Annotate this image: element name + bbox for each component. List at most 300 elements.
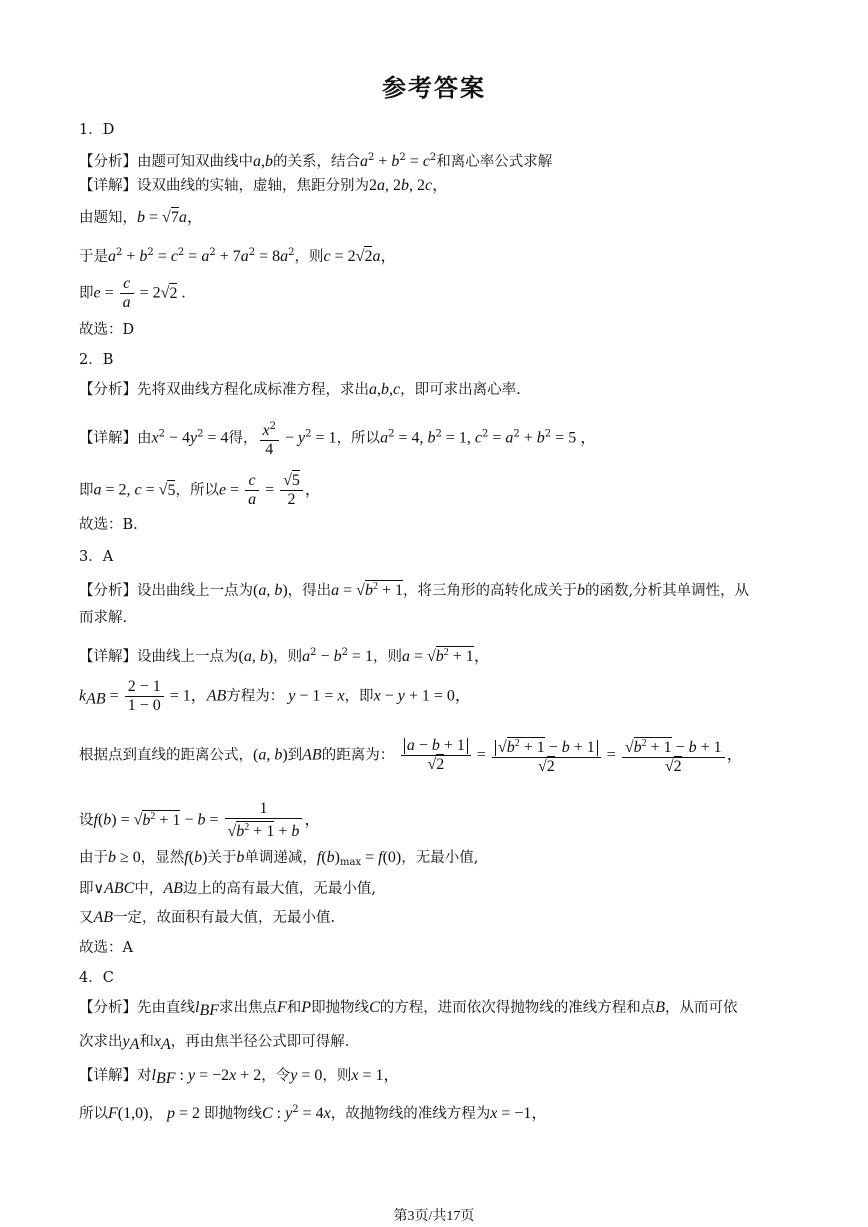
- math-fragment: (: [253, 746, 259, 764]
- math-fragment: a: [369, 381, 377, 398]
- math-fragment: 2: [177, 247, 185, 258]
- q3-triangle: [79, 879, 376, 899]
- math-fragment: 2: [209, 247, 216, 258]
- math-fragment: a: [201, 248, 210, 265]
- math-fragment: ,: [389, 381, 393, 398]
- math: a: [253, 153, 261, 170]
- math-fragment: + 7: [215, 248, 241, 265]
- text: 即抛物线: [203, 1106, 262, 1122]
- math-fragment: b: [194, 849, 203, 866]
- text: 的关系，结合: [273, 154, 360, 170]
- math-fragment: $b^2 + 1$: [633, 738, 672, 756]
- math-fragment: C: [369, 999, 380, 1016]
- math-fragment: b: [103, 811, 112, 829]
- math-fragment: ，: [432, 177, 449, 194]
- math-fragment: [125, 678, 164, 715]
- math-fragment: y: [397, 687, 405, 705]
- math-fragment: = 1，: [165, 687, 207, 705]
- q4-number: 4．C: [79, 970, 114, 986]
- analysis-label: 【分析】: [79, 154, 137, 170]
- math-fragment: √5: [280, 472, 303, 491]
- math-fragment: AB: [163, 880, 183, 897]
- q3-monotonic: [79, 848, 478, 873]
- math-fragment: e: [93, 284, 101, 302]
- math-fragment: c: [425, 177, 433, 194]
- math-fragment: A: [129, 1036, 140, 1053]
- math-fragment: 2: [546, 758, 555, 775]
- text: 由题可知双曲线中: [137, 154, 253, 170]
- math-fragment: b: [333, 648, 342, 665]
- q4-last: [79, 1100, 547, 1124]
- text: 由题知，: [79, 210, 137, 226]
- math-fragment: b: [435, 648, 444, 665]
- math-fragment: 2: [292, 1104, 299, 1115]
- math-fragment: ，: [304, 481, 321, 499]
- math-fragment: =: [105, 687, 123, 705]
- math-fragment: √2: [427, 756, 445, 773]
- math-fragment: =: [361, 849, 379, 866]
- math-fragment: b: [291, 823, 300, 840]
- math-fragment: = 4,: [394, 429, 428, 447]
- math-fragment: 2: [147, 247, 154, 258]
- math-fragment: +: [374, 153, 392, 170]
- text: ，即: [344, 688, 374, 705]
- math-fragment: k: [79, 687, 87, 705]
- math-fragment: + 1: [439, 737, 465, 754]
- text: 边上的高有最大值，无最小值,: [182, 881, 376, 897]
- math-fragment: b: [401, 177, 409, 194]
- math-fragment: b: [197, 811, 206, 829]
- math-fragment: b: [577, 582, 585, 599]
- math-fragment: b: [427, 429, 436, 447]
- math-fragment: √: [497, 739, 507, 756]
- text: ，将三角形的高转化成关于: [403, 583, 577, 599]
- math-fragment: = 2√: [135, 284, 170, 302]
- text: 设双曲线的实轴，虚轴，焦距分别为: [137, 178, 369, 194]
- page-footer: 第3页/共17页: [393, 1209, 475, 1224]
- math-fragment: =: [100, 284, 118, 302]
- math-fragment: 2: [305, 428, 312, 440]
- math-fragment: = 4: [203, 429, 229, 447]
- math-fragment: c: [134, 481, 142, 499]
- math-fragment: x: [153, 1033, 161, 1050]
- math-fragment: (1,0): [117, 1105, 149, 1122]
- math-fragment: [622, 735, 725, 758]
- math-fragment: a: [178, 209, 187, 226]
- math-fragment: 2: [429, 152, 437, 163]
- math-fragment: = √: [145, 209, 171, 226]
- math-fragment: = 1: [311, 429, 337, 447]
- math-fragment: b: [391, 153, 400, 170]
- text: ，则: [322, 1068, 352, 1084]
- math-fragment: b: [137, 209, 145, 226]
- analysis-label: 【分析】: [79, 583, 137, 599]
- math-fragment: [622, 735, 725, 776]
- math-fragment: 4: [265, 441, 274, 458]
- math-fragment: (: [253, 582, 259, 599]
- math-fragment: =: [261, 481, 279, 499]
- text: 根据点到直线的距离公式，: [79, 747, 253, 764]
- q3-function: [79, 800, 320, 841]
- detail-label: 【详解】: [79, 1068, 137, 1084]
- math-fragment: 2: [341, 647, 348, 658]
- math-fragment: B: [655, 999, 666, 1016]
- math-fragment: 5: [291, 472, 300, 489]
- math-fragment: $b^2 + 1$: [142, 810, 181, 829]
- math-fragment: a: [93, 481, 102, 499]
- q3-number: 3．A: [79, 549, 114, 565]
- math-fragment: 5: [167, 481, 176, 499]
- math-fragment: − 1 =: [295, 687, 338, 705]
- math-fragment: =: [602, 746, 620, 764]
- math-fragment: −: [281, 429, 299, 447]
- math-fragment: = 2√: [330, 248, 365, 265]
- math-fragment: (: [238, 648, 244, 665]
- math-fragment: = 1: [347, 648, 373, 665]
- math-fragment: a: [302, 648, 311, 665]
- math-fragment: x: [337, 687, 345, 705]
- math-fragment: a: [108, 248, 116, 265]
- math-fragment: (: [97, 811, 104, 829]
- text: 和: [139, 1034, 154, 1050]
- text: 得，: [228, 430, 258, 447]
- math-fragment: e: [218, 481, 227, 499]
- text: 一定，故面积有最大值，无最小值.: [113, 910, 336, 926]
- math-fragment: 2: [481, 428, 489, 440]
- q1-number: 1．D: [79, 122, 115, 138]
- math-fragment: = 0: [297, 1067, 323, 1084]
- math-fragment: b: [633, 739, 642, 756]
- math-fragment: 2: [197, 428, 204, 440]
- q3-analysis-cont: 而求解.: [79, 610, 128, 626]
- math-fragment: 2: [368, 152, 375, 163]
- text: 即∨: [79, 881, 105, 897]
- math-fragment: y: [190, 429, 198, 447]
- text: ，无最小值,: [401, 850, 479, 866]
- text: 先将双曲线方程化成标准方程，求出: [137, 382, 369, 398]
- math-fragment: 2: [443, 647, 449, 658]
- math-fragment: :: [175, 1067, 188, 1084]
- math-fragment: .: [177, 284, 186, 302]
- math-fragment: y: [187, 1067, 196, 1084]
- math-fragment: 2: [369, 177, 377, 194]
- math-fragment: 2: [372, 581, 378, 592]
- math-fragment: [495, 740, 598, 756]
- math-fragment: c: [245, 472, 259, 491]
- math-fragment: = √: [141, 481, 168, 499]
- math-fragment: 2: [244, 822, 250, 833]
- math-fragment: c: [422, 153, 430, 170]
- text: ，即可求出离心率.: [400, 382, 521, 398]
- math-fragment: 2: [435, 428, 442, 440]
- detail-label: 【详解】: [79, 178, 137, 194]
- math-fragment: b: [236, 849, 245, 866]
- math-fragment: c: [323, 248, 331, 265]
- math-fragment: , 2: [409, 177, 425, 194]
- math-fragment: y: [285, 1105, 293, 1122]
- text: 设: [79, 812, 94, 829]
- math-fragment: C: [261, 1105, 273, 1122]
- math-fragment: y: [284, 687, 296, 705]
- math-fragment: 1: [225, 800, 303, 819]
- q3-detail: [79, 643, 490, 667]
- math-fragment: a: [280, 248, 289, 265]
- math-fragment: =: [405, 153, 423, 170]
- math-fragment: c: [393, 381, 401, 398]
- math-fragment: =: [226, 481, 244, 499]
- math-fragment: = √: [339, 582, 365, 599]
- analysis-label: 【分析】: [79, 1000, 137, 1016]
- text: ，得出: [287, 583, 332, 599]
- math-fragment: F: [277, 999, 287, 1016]
- math-fragment: √2: [664, 758, 682, 775]
- math-fragment: 2: [288, 247, 295, 258]
- math-fragment: c: [120, 275, 134, 294]
- math-fragment: 2 − 1: [125, 678, 164, 697]
- math-fragment: = −1，: [497, 1105, 548, 1122]
- math-fragment: a: [122, 294, 131, 311]
- q1-so: [79, 275, 185, 312]
- math-fragment: [245, 472, 259, 509]
- math-fragment: b: [381, 381, 389, 398]
- text: 方程为：: [226, 688, 285, 705]
- math-fragment: (: [321, 849, 327, 866]
- math-fragment: [260, 418, 279, 441]
- text: 由: [137, 430, 152, 447]
- math-fragment: a: [377, 177, 385, 194]
- math-fragment: ): [202, 849, 208, 866]
- math-fragment: ) = √: [111, 811, 143, 829]
- math-fragment: l: [195, 999, 200, 1016]
- math-fragment: max: [340, 857, 362, 868]
- text: ，故抛物线的准线方程为: [330, 1106, 491, 1122]
- math-fragment: 7: [170, 209, 179, 226]
- math-fragment: −: [671, 739, 689, 756]
- q2-analysis: [79, 380, 521, 400]
- text: ，: [148, 1106, 163, 1122]
- math-fragment: x: [373, 687, 381, 705]
- q3-area: [79, 908, 335, 928]
- math-fragment: BF: [155, 1070, 176, 1087]
- q2-number: 2．B: [79, 352, 114, 368]
- math-fragment: [260, 418, 279, 459]
- math-fragment: [225, 819, 303, 841]
- math-fragment: [401, 737, 471, 774]
- math-fragment: a: [331, 582, 340, 599]
- q4-analysis-cont: [79, 1032, 349, 1055]
- math-fragment: +: [122, 248, 140, 265]
- math-fragment: + 1: [696, 739, 722, 756]
- math-fragment: x: [229, 1067, 237, 1084]
- text: ，所以: [336, 430, 381, 447]
- q2-line2: [79, 472, 321, 509]
- text: ，显然: [140, 850, 185, 866]
- math-fragment: b: [326, 849, 335, 866]
- q1-given: [79, 208, 203, 228]
- math-fragment: + 1: [569, 739, 595, 756]
- text: 的距离为：: [321, 747, 395, 764]
- q2-choose: 故选：B.: [79, 517, 138, 533]
- math-fragment: = 5 ，: [551, 429, 597, 447]
- math-fragment: f: [93, 811, 98, 829]
- math-fragment: 2: [116, 247, 123, 258]
- math-fragment: [404, 738, 468, 754]
- math-fragment: f: [184, 849, 189, 866]
- math-fragment: , 2: [385, 177, 401, 194]
- math-fragment: 2: [673, 758, 682, 775]
- math-fragment: = √: [409, 648, 436, 665]
- text: 设曲线上一点为: [137, 649, 239, 665]
- math-fragment: b: [536, 429, 545, 447]
- q3-analysis: [79, 577, 749, 601]
- detail-label: 【详解】: [79, 649, 137, 665]
- math-fragment: 2: [399, 152, 406, 163]
- math-fragment: =: [488, 429, 506, 447]
- math-fragment: a: [401, 648, 410, 665]
- math-fragment: a: [240, 248, 249, 265]
- math-fragment: ，: [304, 811, 321, 829]
- math-fragment: AB: [206, 687, 227, 705]
- math-fragment: ，: [186, 209, 203, 226]
- text: ，再由焦半径公式即可得解.: [170, 1034, 350, 1050]
- math-fragment: √: [624, 739, 634, 756]
- math-fragment: + 1 = 0，: [404, 687, 471, 705]
- math-fragment: b: [259, 648, 268, 665]
- text: 的方程，进而依次得抛物线的准线方程和点: [379, 1000, 656, 1016]
- math-fragment: c: [474, 429, 482, 447]
- text: 的函数,分析其单调性，从: [585, 583, 750, 599]
- math-fragment: x: [323, 1105, 331, 1122]
- math-fragment: = 8: [255, 248, 281, 265]
- math-fragment: a: [360, 153, 368, 170]
- q3-choose: 故选：A: [79, 940, 133, 956]
- text: 和离心率公式求解: [436, 154, 553, 170]
- math-fragment: b: [236, 823, 245, 840]
- math-fragment: P: [301, 999, 312, 1016]
- math-fragment: b: [688, 739, 697, 756]
- math-fragment: b: [506, 739, 515, 756]
- math-fragment: ,: [261, 153, 265, 170]
- math-fragment: ,: [266, 746, 275, 764]
- math-fragment: c: [170, 248, 178, 265]
- math-fragment: −: [380, 687, 398, 705]
- math-fragment: 2: [436, 756, 445, 773]
- math-fragment: 2: [248, 247, 256, 258]
- math-fragment: AB: [93, 909, 114, 926]
- text: 单调递减，: [244, 850, 317, 866]
- math-fragment: −: [414, 737, 432, 754]
- page-title: 参考答案: [382, 74, 486, 102]
- math-fragment: −: [544, 739, 562, 756]
- math-fragment: ): [282, 746, 288, 764]
- math-fragment: 2: [310, 647, 317, 658]
- math-fragment: 2: [150, 810, 156, 822]
- math-fragment: x: [351, 1067, 359, 1084]
- math-fragment: f: [316, 849, 322, 866]
- math-fragment: = 1,: [441, 429, 475, 447]
- text: ，从而可依: [665, 1000, 738, 1016]
- q3-slope: [79, 678, 471, 715]
- math-fragment: b: [561, 739, 570, 756]
- math-fragment: a: [243, 648, 252, 665]
- text: ，则: [273, 649, 303, 665]
- math-fragment: 2: [388, 428, 395, 440]
- q3-distance: [79, 735, 743, 776]
- math-fragment: =: [205, 811, 223, 829]
- math-fragment: √: [227, 823, 237, 840]
- q1-analysis: [79, 148, 552, 172]
- math-fragment: = 1，: [358, 1067, 400, 1084]
- math-fragment: b: [274, 582, 283, 599]
- math-fragment: −: [180, 811, 198, 829]
- math-fragment: b: [274, 746, 283, 764]
- math-fragment: F: [108, 1105, 118, 1122]
- math-fragment: $b^2 + 1$: [236, 822, 275, 840]
- text: 即抛物线: [311, 1000, 370, 1016]
- text: ，所以: [175, 482, 219, 499]
- text: 即: [79, 285, 94, 302]
- text: 设出曲线上一点为: [137, 583, 253, 599]
- math-fragment: (0): [382, 849, 402, 866]
- analysis-label: 【分析】: [79, 382, 137, 398]
- math-fragment: ): [334, 849, 340, 866]
- math-fragment: +: [274, 823, 292, 840]
- text: ，令: [261, 1068, 291, 1084]
- text: ，则: [372, 649, 402, 665]
- math-fragment: a: [372, 248, 381, 265]
- math-fragment: a: [380, 429, 389, 447]
- math-fragment: p: [162, 1105, 175, 1122]
- math-fragment: 2: [158, 428, 165, 440]
- math-fragment: a: [258, 582, 267, 599]
- math-fragment: ,: [377, 381, 381, 398]
- math-fragment: A: [161, 1036, 171, 1053]
- text: 次求出: [79, 1034, 123, 1050]
- text: 由于: [79, 850, 108, 866]
- text: 先由直线: [137, 1000, 195, 1016]
- math-fragment: AB: [86, 690, 106, 708]
- math-fragment: = 2: [174, 1105, 204, 1122]
- text: 又: [79, 910, 94, 926]
- math-fragment: $b^2 + 1$: [435, 647, 474, 665]
- math-fragment: ,: [266, 582, 275, 599]
- q4-detail: [79, 1066, 400, 1089]
- math-fragment: x: [262, 422, 270, 439]
- math-fragment: 2: [269, 421, 277, 432]
- math-fragment: b: [142, 811, 151, 829]
- math-fragment: ，: [726, 746, 743, 764]
- math-fragment: ABC: [104, 880, 135, 897]
- math-fragment: =: [184, 248, 202, 265]
- math-fragment: b: [431, 737, 440, 754]
- math-fragment: a: [258, 746, 267, 764]
- math-fragment: [225, 800, 303, 841]
- text: 求出焦点: [219, 1000, 277, 1016]
- math-fragment: 2: [513, 428, 520, 440]
- text: 中，: [134, 881, 164, 897]
- text: 即: [79, 482, 94, 499]
- text: 对: [137, 1068, 152, 1084]
- math-fragment: :: [272, 1105, 286, 1122]
- math-fragment: b: [108, 849, 116, 866]
- text: 关于: [207, 850, 237, 866]
- math-fragment: a: [248, 491, 257, 508]
- math-fragment: −: [316, 648, 334, 665]
- math-fragment: ，: [473, 648, 490, 665]
- math-fragment: ，: [380, 248, 397, 265]
- math-fragment: y: [122, 1033, 130, 1050]
- math-fragment: = 4: [298, 1105, 324, 1122]
